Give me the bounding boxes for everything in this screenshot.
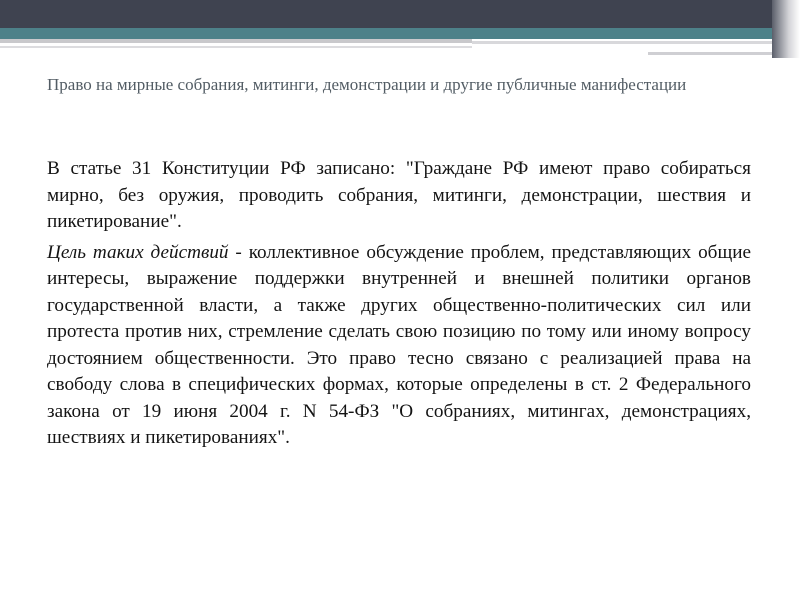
header-accent-bar-right (472, 41, 772, 44)
header-teal-band (0, 28, 800, 39)
slide-title: Право на мирные собрания, митинги, демонстрации и другие публичные манифестации (47, 75, 687, 94)
purpose-lead: Цель таких действий (47, 241, 229, 263)
header-accent-bar-left (0, 39, 472, 43)
header-accent-line-left (0, 46, 472, 48)
header-right-shade (772, 0, 800, 58)
paragraph-constitution: В статье 31 Конституции РФ записано: "Граждане РФ имеют право собираться мирно, без оружия, проводить собрания, митинги, демонстрации, шествия и пикетирование". (47, 158, 751, 232)
header-accent-line-right (648, 52, 772, 55)
purpose-text: - коллективное обсуждение проблем, представляющих общие интересы, выражение поддержки внутренней и внешней политики органов государственной власти, а также других общественно-политических сил или протеста против них, стремление сделать свою позицию по тому или иному вопросу достоянием общественности. Это право тесно связано с реализацией права на свободу слова в специфических формах, которые определены в ст. 2 Федерального закона от 19 июня 2004 г. N 54-ФЗ "О собраниях, митингах, демонстрациях, шествиях и пикетированиях". (47, 241, 751, 448)
header-dark-band (0, 0, 800, 28)
paragraph-purpose (47, 240, 751, 452)
slide-body (47, 156, 751, 456)
